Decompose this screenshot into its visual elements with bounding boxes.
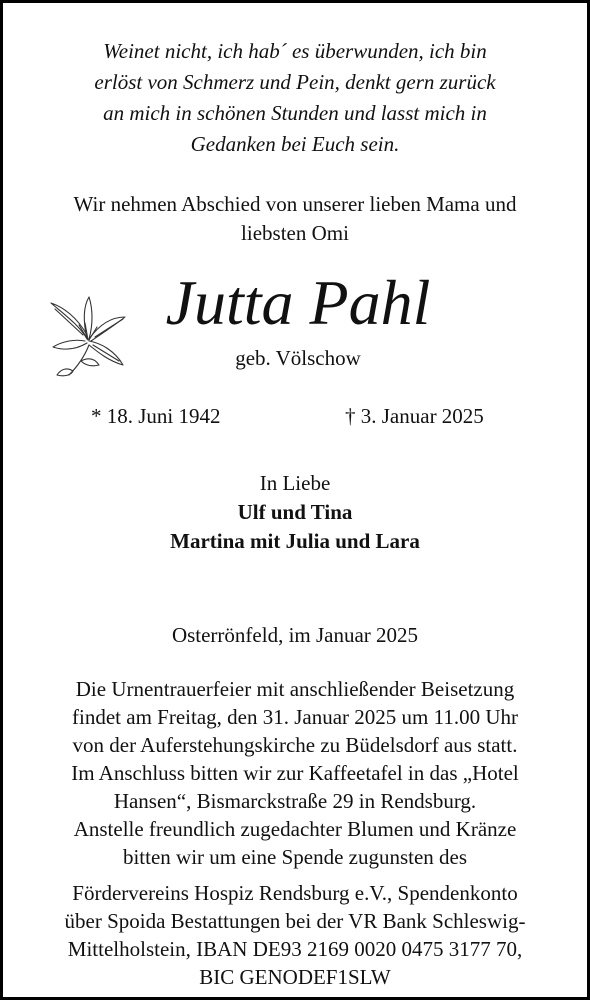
donation-info-line: über Spoida Bestattungen bei der VR Bank Schleswig- (64, 909, 526, 933)
lily-flower-icon (43, 295, 133, 381)
intro-line: liebsten Omi (241, 221, 349, 245)
birth-date: * 18. Juni 1942 (91, 404, 221, 428)
family-signature (43, 469, 547, 556)
service-info-line: Die Urnentrauerfeier mit anschließender Beisetzung (75, 677, 515, 701)
service-info-line: Hansen“, Bismarckstraße 29 in Rendsburg. (113, 789, 477, 813)
poem-line: Weinet nicht, ich hab´ es überwunden, ich bin (103, 39, 487, 63)
family-names-2: Martina mit Julia und Lara (170, 529, 420, 553)
service-info (13, 675, 577, 871)
maiden-name: geb. Völschow (235, 346, 361, 370)
service-info-line: findet am Freitag, den 31. Januar 2025 um 11.00 Uhr (72, 705, 518, 729)
service-info-line: Anstelle freundlich zugedachter Blumen und Kränze (73, 817, 517, 841)
signature-opening: In Liebe (259, 471, 331, 495)
donation-info-line: Mittelholstein, IBAN DE93 2169 0020 0475 3177 70, (67, 937, 523, 961)
service-info-line: von der Auferstehungskirche zu Büdelsdorf aus statt. (72, 733, 518, 757)
donation-info (13, 879, 577, 991)
farewell-intro (23, 190, 567, 248)
poem-line: Gedanken bei Euch sein. (190, 132, 400, 156)
death-date: † 3. Januar 2025 (345, 404, 484, 428)
donation-info-line: Fördervereins Hospiz Rendsburg e.V., Spendenkonto (72, 881, 518, 905)
service-info-line: Im Anschluss bitten wir zur Kaffeetafel in das „Hotel (71, 761, 519, 785)
poem-line: erlöst von Schmerz und Pein, denkt gern zurück (94, 70, 496, 94)
place-date: Osterrönfeld, im Januar 2025 (171, 623, 419, 647)
service-info-line: bitten wir um eine Spende zugunsten des (122, 845, 468, 869)
donation-info-line: BIC GENODEF1SLW (199, 965, 391, 989)
poem-verse (23, 36, 567, 160)
intro-line: Wir nehmen Abschied von unserer lieben Mama und (73, 192, 517, 216)
poem-line: an mich in schönen Stunden und lasst mich in (103, 101, 487, 125)
deceased-name: Jutta Pahl (165, 267, 431, 338)
family-names-1: Ulf und Tina (237, 500, 353, 524)
